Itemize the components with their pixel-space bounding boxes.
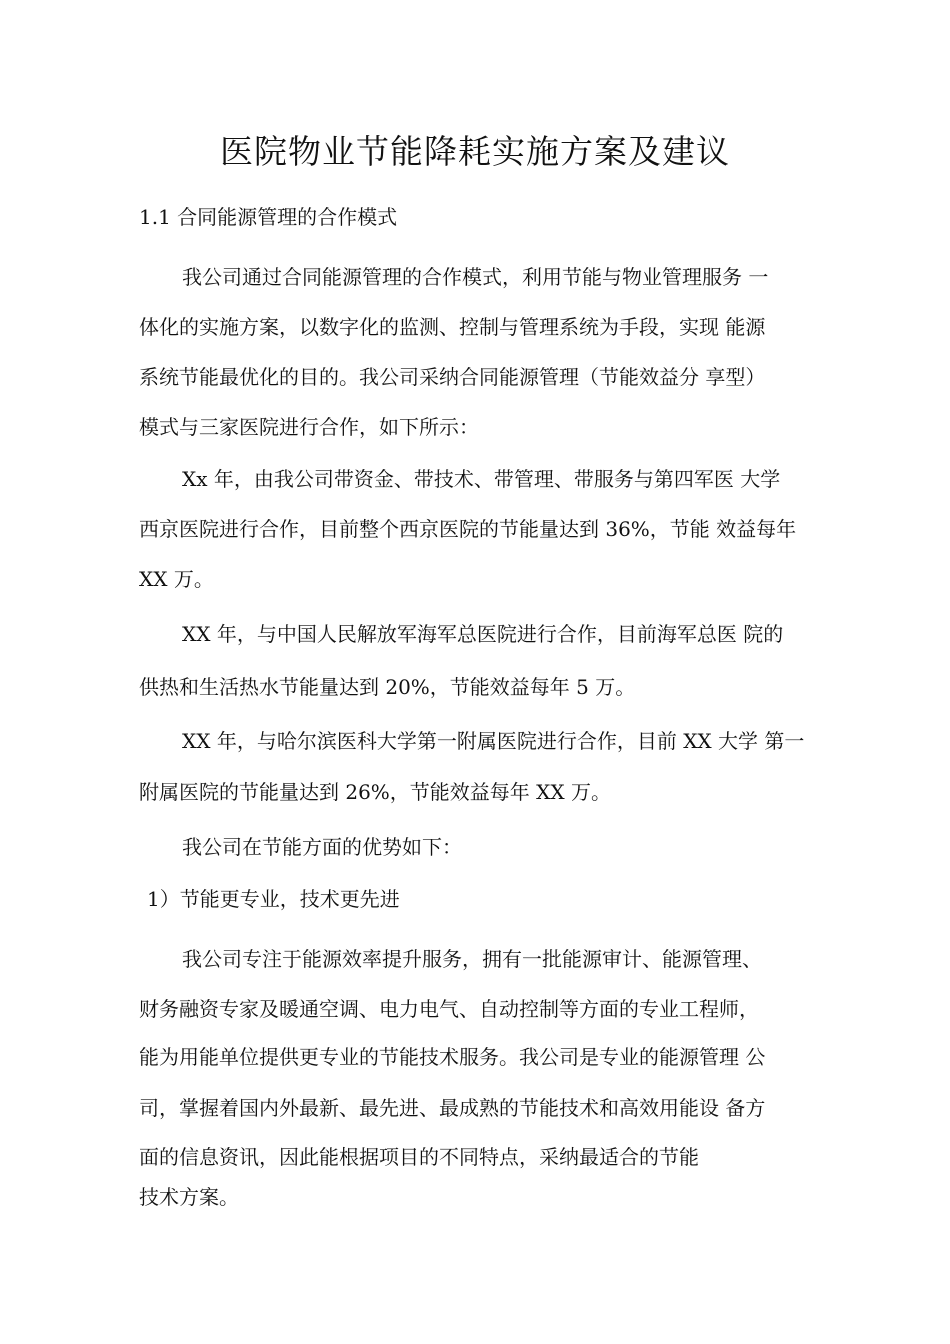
paragraph-line: 面的信息资讯，因此能根据项目的不同特点，采纳最适合的节能	[139, 1145, 699, 1169]
paragraph-line: 技术方案。	[139, 1185, 239, 1209]
paragraph-line: 体化的实施方案，以数字化的监测、控制与管理系统为手段，实现 能源	[139, 315, 766, 339]
paragraph-line: XX 年，与中国人民解放军海军总医院进行合作，目前海军总医 院的	[182, 622, 784, 646]
list-item: 1）节能更专业，技术更先进	[147, 887, 400, 911]
paragraph-line: 我公司在节能方面的优势如下：	[182, 835, 462, 859]
paragraph-line: 供热和生活热水节能量达到 20%，节能效益每年 5 万。	[139, 675, 636, 699]
paragraph-line: 附属医院的节能量达到 26%，节能效益每年 XX 万。	[139, 780, 612, 804]
paragraph-line: 司，掌握着国内外最新、最先进、最成熟的节能技术和高效用能设 备方	[139, 1096, 766, 1120]
paragraph-line: Xx 年，由我公司带资金、带技术、带管理、带服务与第四军医 大学	[182, 467, 781, 491]
paragraph-line: 财务融资专家及暖通空调、电力电气、自动控制等方面的专业工程师，	[139, 997, 759, 1021]
paragraph-line: 我公司专注于能源效率提升服务，拥有一批能源审计、能源管理、	[182, 947, 762, 971]
paragraph-line: 我公司通过合同能源管理的合作模式，利用节能与物业管理服务 一	[182, 265, 769, 289]
document-title: 医院物业节能降耗实施方案及建议	[220, 132, 730, 171]
paragraph-line: 系统节能最优化的目的。我公司采纳合同能源管理（节能效益分 享型）	[139, 365, 766, 389]
paragraph-line: XX 年，与哈尔滨医科大学第一附属医院进行合作，目前 XX 大学 第一	[182, 729, 805, 753]
section-heading: 1.1 合同能源管理的合作模式	[139, 205, 398, 229]
paragraph-line: 西京医院进行合作，目前整个西京医院的节能量达到 36%，节能 效益每年	[139, 517, 797, 541]
paragraph-line: 模式与三家医院进行合作，如下所示：	[139, 415, 479, 439]
paragraph-line: XX 万。	[139, 567, 214, 591]
paragraph-line: 能为用能单位提供更专业的节能技术服务。我公司是专业的能源管理 公	[139, 1045, 766, 1069]
